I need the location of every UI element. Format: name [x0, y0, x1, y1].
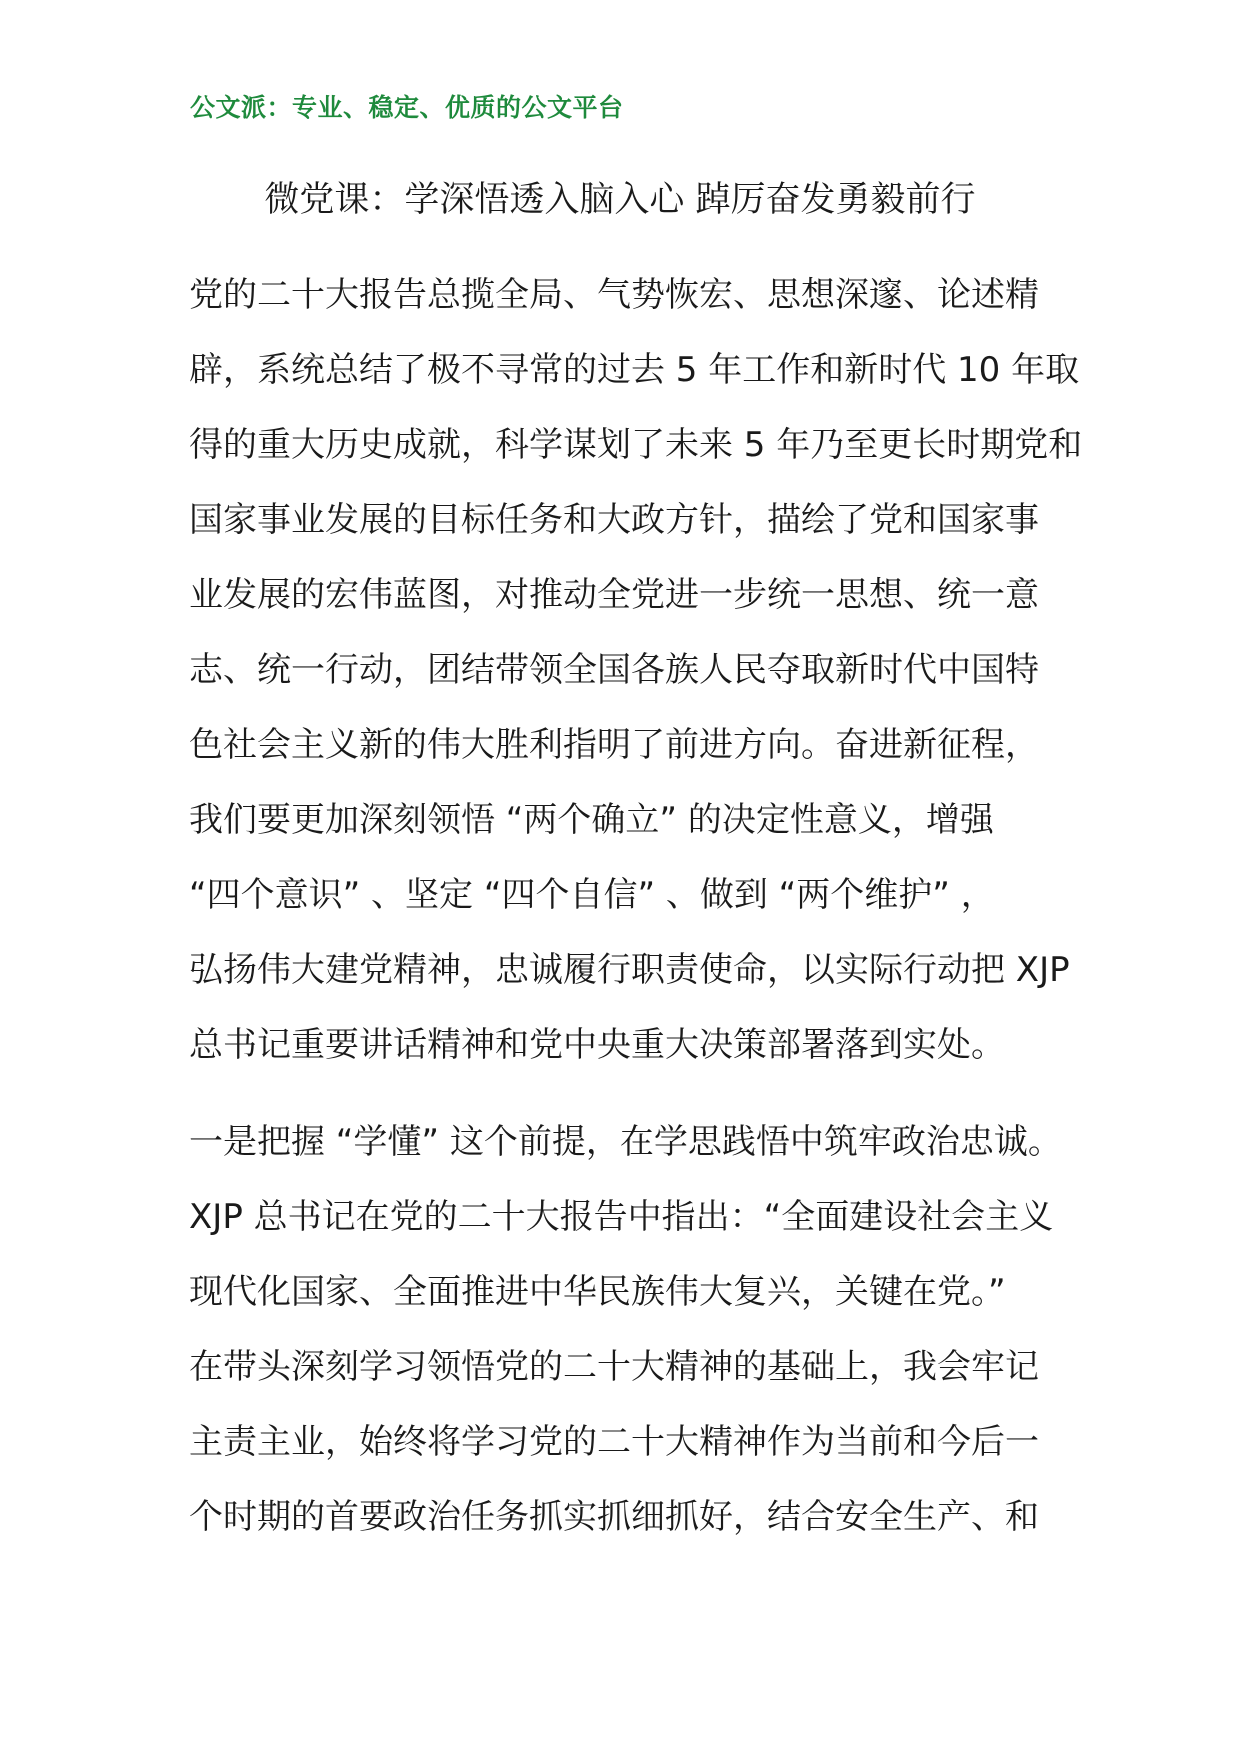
paragraph-line: 党的二十大报告总揽全局、气势恢宏、思想深邃、论述精	[189, 275, 1039, 315]
paragraph-line: 主责主业，始终将学习党的二十大精神作为当前和今后一	[189, 1422, 1039, 1462]
paragraph-line: 现代化国家、全面推进中华民族伟大复兴，关键在党。”	[189, 1272, 1006, 1312]
paragraph-line: 得的重大历史成就，科学谋划了未来 5 年乃至更长时期党和	[189, 425, 1083, 465]
paragraph-line: XJP 总书记在党的二十大报告中指出：“全面建设社会主义	[189, 1197, 1054, 1237]
brand-header-line: 公文派：专业、稳定、优质的公文平台	[190, 93, 624, 122]
paragraph-2	[189, 1105, 1089, 1555]
paragraph-line: “四个意识” 、坚定 “四个自信” 、做到 “两个维护” ，	[189, 875, 995, 915]
document-title: 微党课：学深悟透入脑入心 踔厉奋发勇毅前行	[264, 180, 976, 220]
paragraph-line: 在带头深刻学习领悟党的二十大精神的基础上，我会牢记	[189, 1347, 1039, 1387]
paragraph-line: 色社会主义新的伟大胜利指明了前进方向。奋进新征程，	[189, 725, 1039, 765]
paragraph-1	[189, 258, 1083, 1083]
paragraph-line: 一是把握 “学懂” 这个前提，在学思践悟中筑牢政治忠诚。	[189, 1122, 1062, 1162]
paragraph-line: 我们要更加深刻领悟 “两个确立” 的决定性意义，增强	[189, 800, 994, 840]
paragraph-line: 志、统一行动，团结带领全国各族人民夺取新时代中国特	[189, 650, 1039, 690]
paragraph-line: 辟，系统总结了极不寻常的过去 5 年工作和新时代 10 年取	[189, 350, 1080, 390]
paragraph-line: 总书记重要讲话精神和党中央重大决策部署落到实处。	[189, 1025, 1005, 1065]
paragraph-line: 弘扬伟大建党精神，忠诚履行职责使命，以实际行动把 XJP	[189, 950, 1070, 990]
paragraph-line: 业发展的宏伟蓝图，对推动全党进一步统一思想、统一意	[189, 575, 1039, 615]
paragraph-line: 个时期的首要政治任务抓实抓细抓好，结合安全生产、和	[189, 1497, 1039, 1537]
paragraph-line: 国家事业发展的目标任务和大政方针，描绘了党和国家事	[189, 500, 1039, 540]
